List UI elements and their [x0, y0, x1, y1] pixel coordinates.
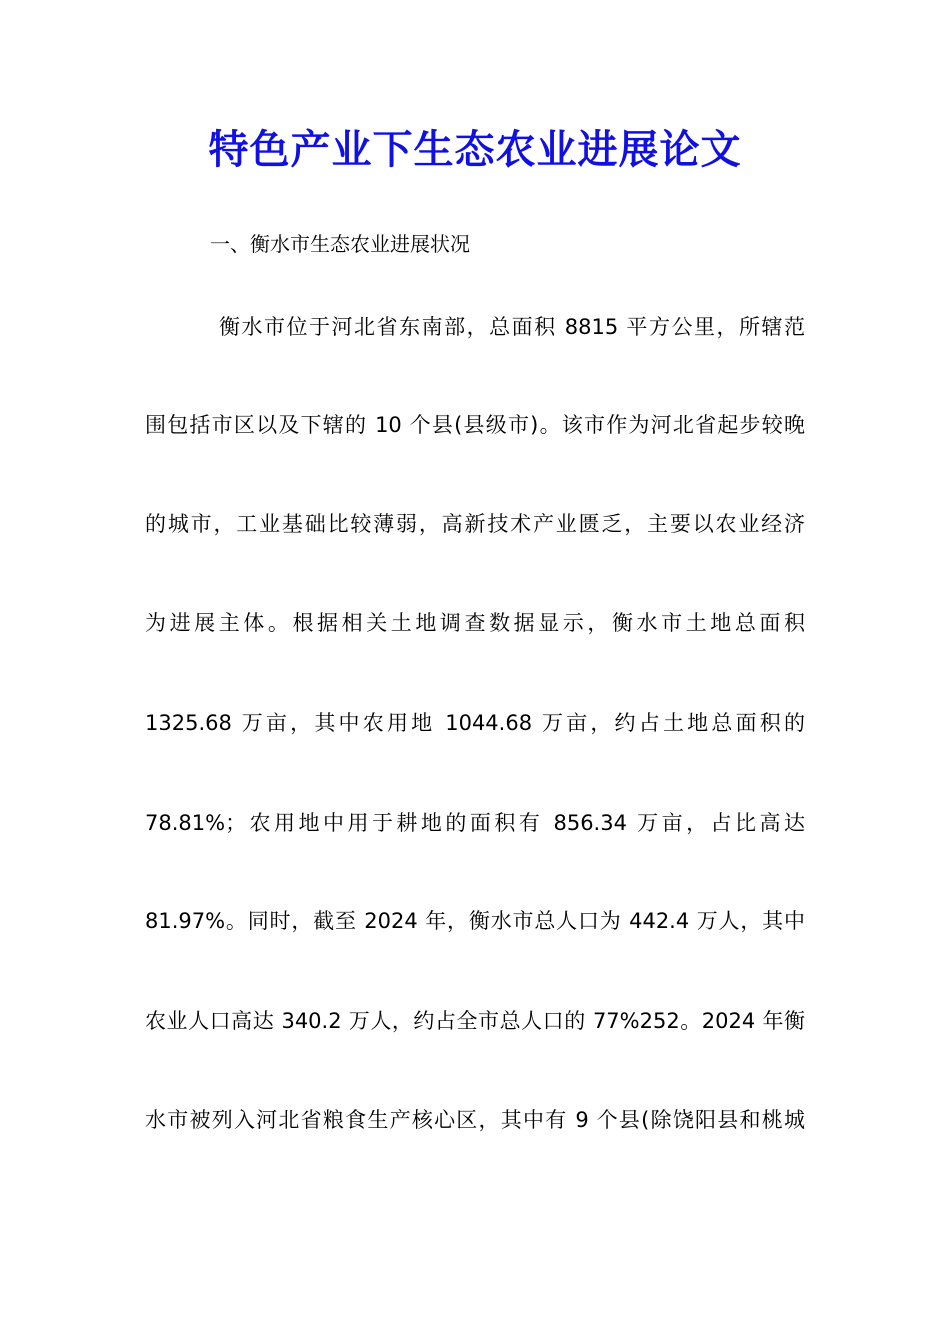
paragraph-line: 衡水市位于河北省东南部，总面积 8815 平方公里，所辖范	[219, 315, 805, 339]
paragraph-line: 81.97%。同时，截至 2024 年，衡水市总人口为 442.4 万人，其中	[145, 909, 805, 933]
paragraph-line: 围包括市区以及下辖的 10 个县(县级市)。该市作为河北省起步较晚	[145, 413, 805, 437]
paragraph-line: 78.81%；农用地中用于耕地的面积有 856.34 万亩，占比高达	[145, 811, 805, 835]
section-heading: 一、衡水市生态农业进展状况	[210, 232, 470, 256]
document-title: 特色产业下生态农业进展论文	[208, 126, 742, 173]
paragraph-line: 1325.68 万亩，其中农用地 1044.68 万亩，约占土地总面积的	[145, 711, 805, 735]
paragraph-line: 为进展主体。根据相关土地调查数据显示，衡水市土地总面积	[145, 611, 805, 635]
paragraph-line: 水市被列入河北省粮食生产核心区，其中有 9 个县(除饶阳县和桃城	[145, 1108, 805, 1132]
paragraph-line: 的城市，工业基础比较薄弱，高新技术产业匮乏，主要以农业经济	[145, 512, 805, 536]
paragraph-line: 农业人口高达 340.2 万人，约占全市总人口的 77%252。2024 年衡	[145, 1009, 805, 1033]
